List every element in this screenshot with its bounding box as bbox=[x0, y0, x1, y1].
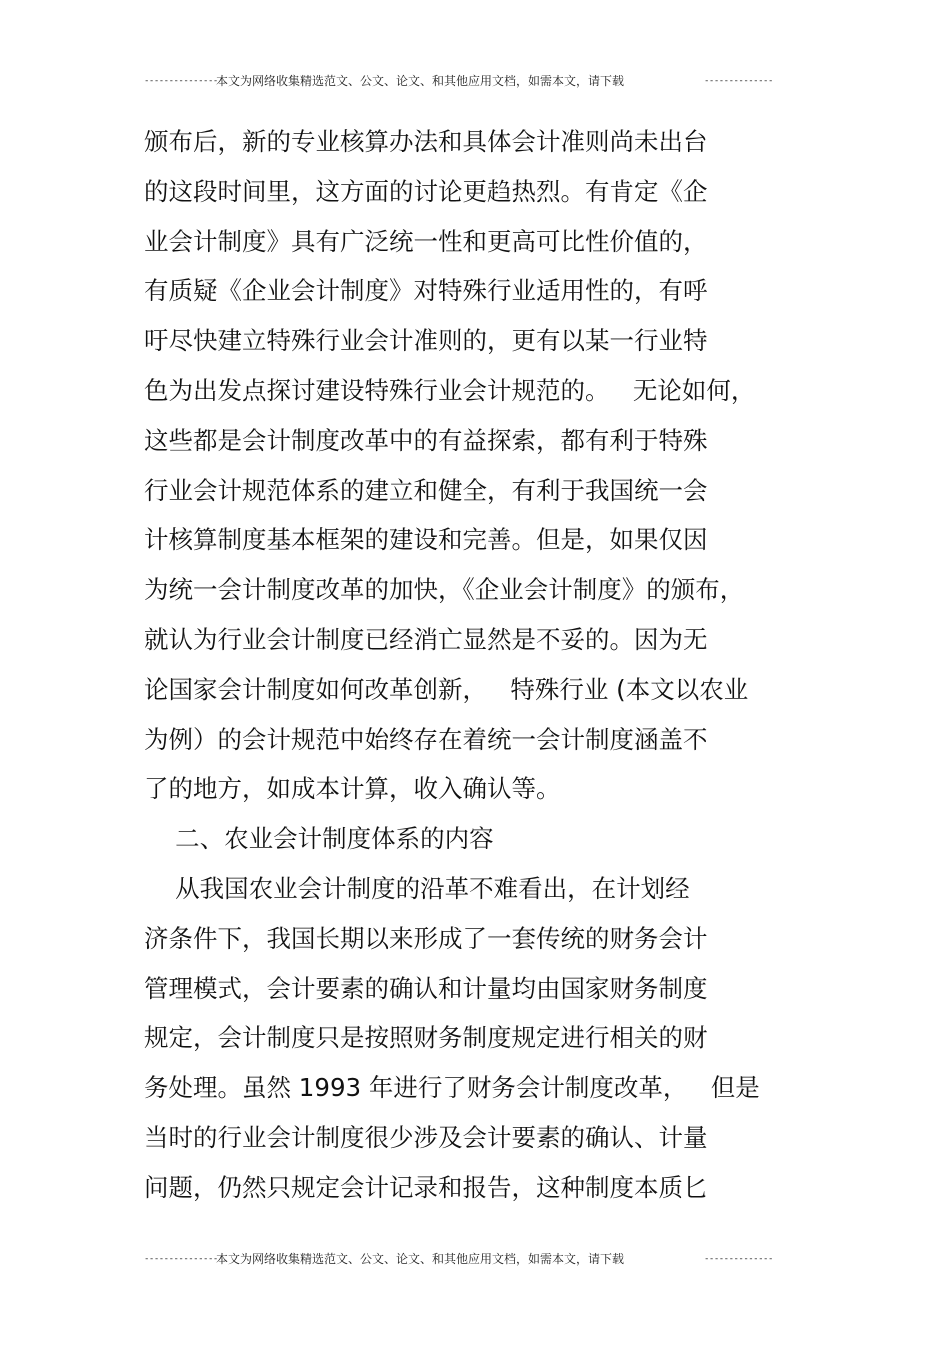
text-line: 的这段时间里，这方面的讨论更趋热烈。有肯定《企 bbox=[144, 176, 708, 206]
text-line: 行业会计规范体系的建立和健全，有利于我国统一会 bbox=[144, 475, 708, 505]
text-line: 色为出发点探讨建设特殊行业会计规范的。 无论如何， bbox=[144, 375, 756, 405]
document-body bbox=[144, 117, 824, 1213]
text-line: 计核算制度基本框架的建设和完善。但是，如果仅因 bbox=[144, 525, 708, 555]
header-note: 本文为网络收集精选范文、公文、论文、和其他应用文档，如需本文，请下载 bbox=[216, 74, 625, 88]
section-heading: 二、农业会计制度体系的内容 bbox=[144, 824, 494, 854]
text-line: 这些都是会计制度改革中的有益探索，都有利于特殊 bbox=[144, 425, 708, 455]
text-line: 问题，仍然只规定会计记录和报告，这种制度本质匕 bbox=[144, 1172, 708, 1202]
footer-left-dashes: --------------- bbox=[144, 1254, 218, 1264]
text-line: 从我国农业会计制度的沿革不难看出，在计划经 bbox=[144, 873, 690, 903]
text-line: 吁尽快建立特殊行业会计准则的，更有以某一行业特 bbox=[144, 326, 708, 356]
text-line: 业会计制度》具有广泛统一性和更高可比性价值的， bbox=[144, 226, 708, 256]
header-right-dashes: -------------- bbox=[704, 76, 773, 86]
page-footer bbox=[144, 1249, 784, 1269]
text-line: 规定，会计制度只是按照财务制度规定进行相关的财 bbox=[144, 1023, 708, 1053]
text-line: 管理模式，会计要素的确认和计量均由国家财务制度 bbox=[144, 973, 708, 1003]
text-line: 为例）的会计规范中始终存在着统一会计制度涵盖不 bbox=[144, 724, 708, 754]
footer-note: 本文为网络收集精选范文、公文、论文、和其他应用文档，如需本文，请下载 bbox=[216, 1252, 625, 1266]
text-line: 有质疑《企业会计制度》对特殊行业适用性的，有呼 bbox=[144, 276, 708, 306]
page-header bbox=[144, 71, 784, 91]
text-line: 了的地方，如成本计算，收入确认等。 bbox=[144, 774, 561, 804]
text-line: 务处理。虽然 1993 年进行了财务会计制度改革， 但是 bbox=[144, 1073, 760, 1103]
footer-right-dashes: -------------- bbox=[704, 1254, 773, 1264]
header-left-dashes: --------------- bbox=[144, 76, 218, 86]
text-line: 颁布后，新的专业核算办法和具体会计准则尚未出台 bbox=[144, 127, 708, 156]
text-line: 就认为行业会计制度已经消亡显然是不妥的。因为无 bbox=[144, 624, 708, 654]
text-line: 为统一会计制度改革的加快，《企业会计制度》的颁布， bbox=[144, 575, 745, 605]
text-line: 当时的行业会计制度很少涉及会计要素的确认、计量 bbox=[144, 1122, 708, 1152]
text-line: 济条件下，我国长期以来形成了一套传统的财务会计 bbox=[144, 923, 708, 953]
text-line: 论国家会计制度如何改革创新， 特殊行业 (本文以农业 bbox=[144, 674, 749, 704]
